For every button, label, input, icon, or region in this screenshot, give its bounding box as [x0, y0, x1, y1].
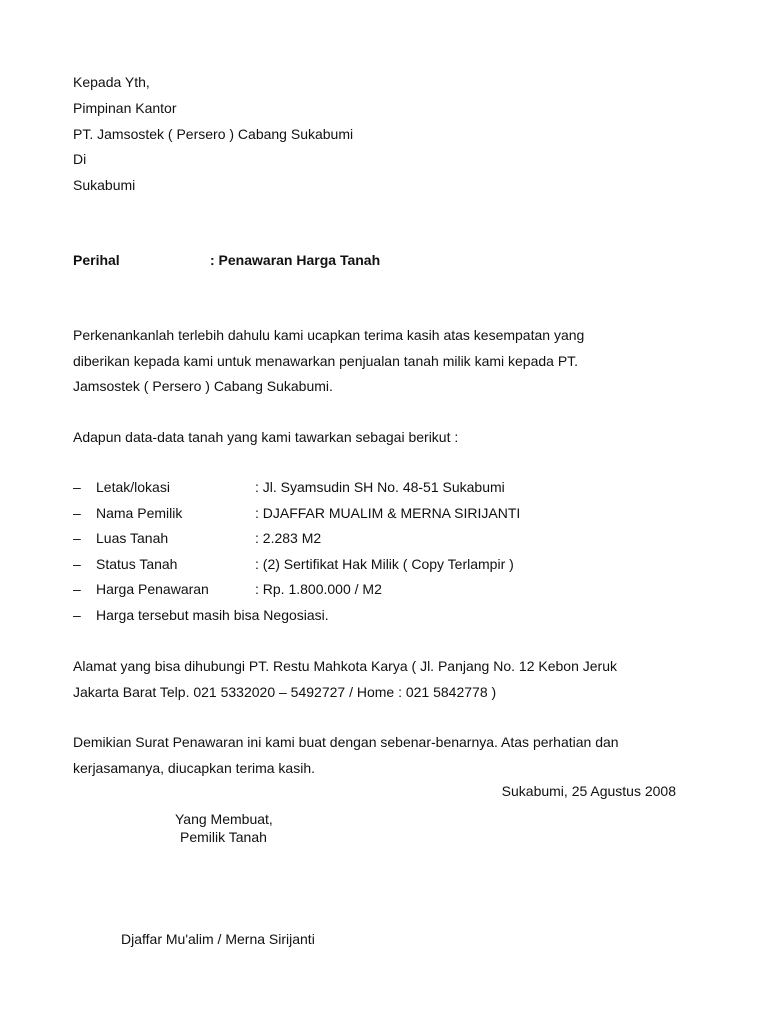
item-label: Letak/lokasi — [96, 479, 170, 495]
dash-bullet: – — [73, 479, 81, 495]
data-intro: Adapun data-data tanah yang kami tawarkan sebagai berikut : — [73, 429, 459, 445]
intro-line-3: Jamsostek ( Persero ) Cabang Sukabumi. — [73, 378, 333, 394]
intro-line-2: diberikan kepada kami untuk menawarkan penjualan tanah milik kami kepada PT. — [73, 353, 579, 369]
dash-bullet: – — [73, 530, 81, 546]
address-line-2: Jakarta Barat Telp. 021 5332020 – 5492727 / Home : 021 5842778 ) — [73, 684, 497, 700]
list-item — [73, 478, 693, 496]
address-line-1: Alamat yang bisa dihubungi PT. Restu Mahkota Karya ( Jl. Panjang No. 12 Kebon Jeruk — [73, 658, 617, 674]
item-label: Harga tersebut masih bisa Negosiasi. — [96, 607, 329, 623]
dash-bullet: – — [73, 556, 81, 572]
recipient-line-1: Kepada Yth, — [73, 74, 150, 90]
dash-bullet: – — [73, 505, 81, 521]
list-item — [73, 529, 693, 547]
item-value: : 2.283 M2 — [255, 530, 322, 546]
signature-role: Pemilik Tanah — [180, 829, 267, 845]
subject-label: Perihal — [73, 252, 120, 268]
signature-name: Djaffar Mu'alim / Merna Sirijanti — [121, 931, 315, 947]
item-value: : DJAFFAR MUALIM & MERNA SIRIJANTI — [255, 505, 521, 521]
item-value: : Rp. 1.800.000 / M2 — [255, 581, 382, 597]
subject-value: : Penawaran Harga Tanah — [210, 252, 381, 268]
item-label: Status Tanah — [96, 556, 178, 572]
closing-line-1: Demikian Surat Penawaran ini kami buat dengan sebenar-benarnya. Atas perhatian dan — [73, 734, 619, 750]
letter-date: Sukabumi, 25 Agustus 2008 — [501, 783, 676, 799]
signature-maker: Yang Membuat, — [175, 811, 273, 827]
recipient-line-5: Sukabumi — [73, 177, 136, 193]
closing-line-2: kerjasamanya, diucapkan terima kasih. — [73, 760, 316, 776]
item-label: Luas Tanah — [96, 530, 169, 546]
item-value: : Jl. Syamsudin SH No. 48-51 Sukabumi — [255, 479, 505, 495]
item-label: Harga Penawaran — [96, 581, 209, 597]
list-item — [73, 606, 693, 624]
intro-line-1: Perkenankanlah terlebih dahulu kami ucapkan terima kasih atas kesempatan yang — [73, 327, 585, 343]
item-value: : (2) Sertifikat Hak Milik ( Copy Terlampir ) — [255, 556, 514, 572]
list-item — [73, 580, 693, 598]
recipient-line-3: PT. Jamsostek ( Persero ) Cabang Sukabumi — [73, 126, 354, 142]
recipient-line-2: Pimpinan Kantor — [73, 100, 177, 116]
list-item — [73, 504, 693, 522]
recipient-line-4: Di — [73, 151, 87, 167]
dash-bullet: – — [73, 607, 81, 623]
list-item — [73, 555, 693, 573]
dash-bullet: – — [73, 581, 81, 597]
item-label: Nama Pemilik — [96, 505, 183, 521]
